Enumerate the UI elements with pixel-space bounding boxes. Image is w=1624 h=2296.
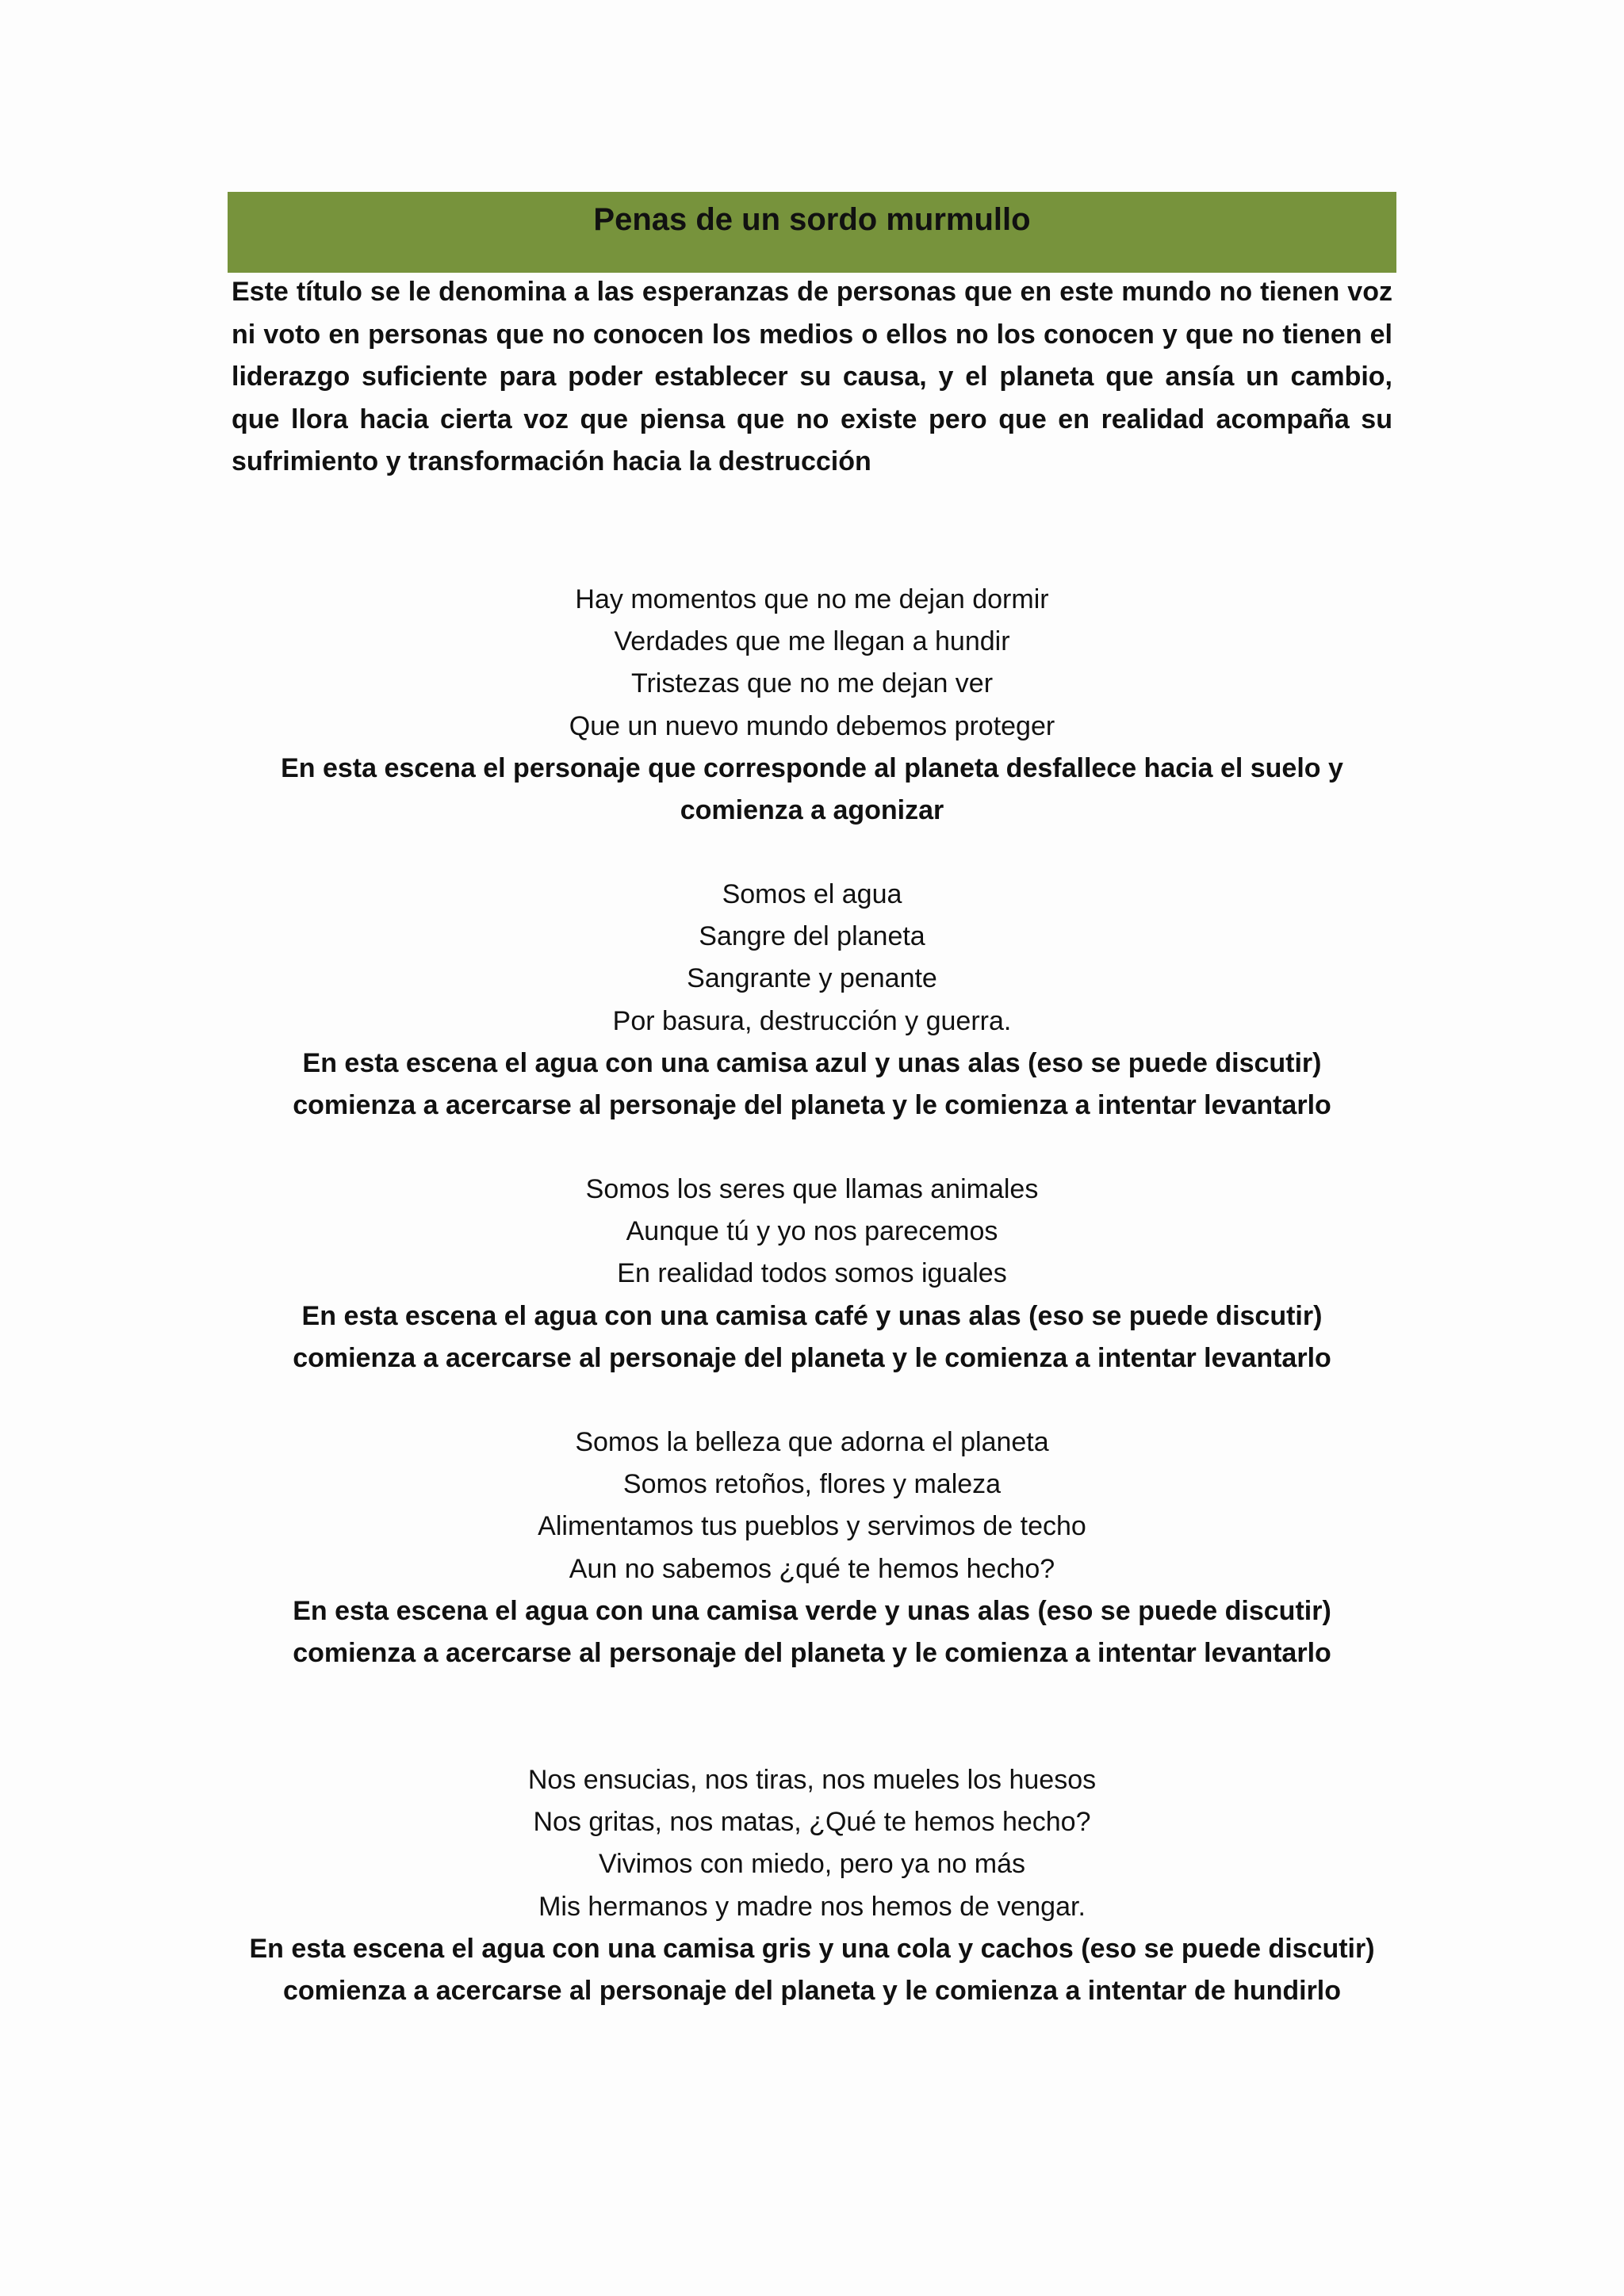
- stage-direction: En esta escena el agua con una camisa azul y unas alas (eso se puede discutir) comienza a acercarse al personaje del planeta y le comienza a intentar levantarlo: [293, 1047, 1331, 1121]
- document-title: Penas de un sordo murmullo: [593, 202, 1031, 237]
- title-band: [228, 192, 1396, 273]
- verse-line: Aunque tú y yo nos parecemos: [626, 1216, 998, 1247]
- intro-paragraph: Este título se le denomina a las esperanzas de personas que en este mundo no tienen voz ni voto en personas que no conocen los medios o ellos no los conocen y que no tienen el liderazgo suficiente para poder establecer su causa, y el planeta que ansía un cambio, que llora hacia cierta voz que piensa que no existe pero que en realidad acompaña su sufrimiento y transformación hacia la destrucción: [232, 277, 1392, 476]
- verse-line: Vivimos con miedo, pero ya no más: [599, 1849, 1025, 1880]
- stage-direction: En esta escena el personaje que corresponde al planeta desfallece hacia el suelo y comienza a agonizar: [281, 752, 1343, 826]
- stanza-1: [228, 579, 1396, 832]
- verse-line: En realidad todos somos iguales: [617, 1258, 1007, 1289]
- verse-line: Sangrante y penante: [687, 963, 937, 994]
- verse-line: Por basura, destrucción y guerra.: [612, 1005, 1012, 1036]
- verse-line: Verdades que me llegan a hundir: [614, 626, 1010, 657]
- stanza-5: [228, 1759, 1396, 2012]
- verse-line: Tristezas que no me dejan ver: [630, 668, 994, 699]
- stanza-3: [228, 1169, 1396, 1380]
- stage-direction: En esta escena el agua con una camisa café y unas alas (eso se puede discutir) comienza a acercarse al personaje del planeta y le comienza a intentar levantarlo: [293, 1300, 1331, 1373]
- verse-line: Nos gritas, nos matas, ¿Qué te hemos hecho?: [533, 1807, 1091, 1838]
- stage-direction: En esta escena el agua con una camisa verde y unas alas (eso se puede discutir) comienza a acercarse al personaje del planeta y le comienza a intentar levantarlo: [293, 1595, 1331, 1669]
- verse-line: Mis hermanos y madre nos hemos de vengar.: [538, 1891, 1086, 1922]
- verse-line: Aun no sabemos ¿qué te hemos hecho?: [569, 1553, 1055, 1584]
- stage-direction: En esta escena el agua con una camisa gris y una cola y cachos (eso se puede discutir) comienza a acercarse al personaje del planeta y le comienza a intentar de hundirlo: [249, 1933, 1375, 2007]
- verse-line: Nos ensucias, nos tiras, nos mueles los huesos: [527, 1765, 1097, 1795]
- verse-line: Que un nuevo mundo debemos proteger: [569, 710, 1055, 741]
- stanza-4: [228, 1422, 1396, 1674]
- verse-line: Somos retoños, flores y maleza: [622, 1469, 1002, 1500]
- verse-line: Sangre del planeta: [699, 921, 925, 952]
- verse-line: Somos el agua: [722, 879, 902, 909]
- verse-line: Alimentamos tus pueblos y servimos de techo: [538, 1511, 1086, 1542]
- verse-line: Hay momentos que no me dejan dormir: [575, 584, 1049, 614]
- stanza-2: [228, 874, 1396, 1127]
- verse-line: Somos los seres que llamas animales: [585, 1174, 1039, 1204]
- verse-line: Somos la belleza que adorna el planeta: [575, 1427, 1049, 1457]
